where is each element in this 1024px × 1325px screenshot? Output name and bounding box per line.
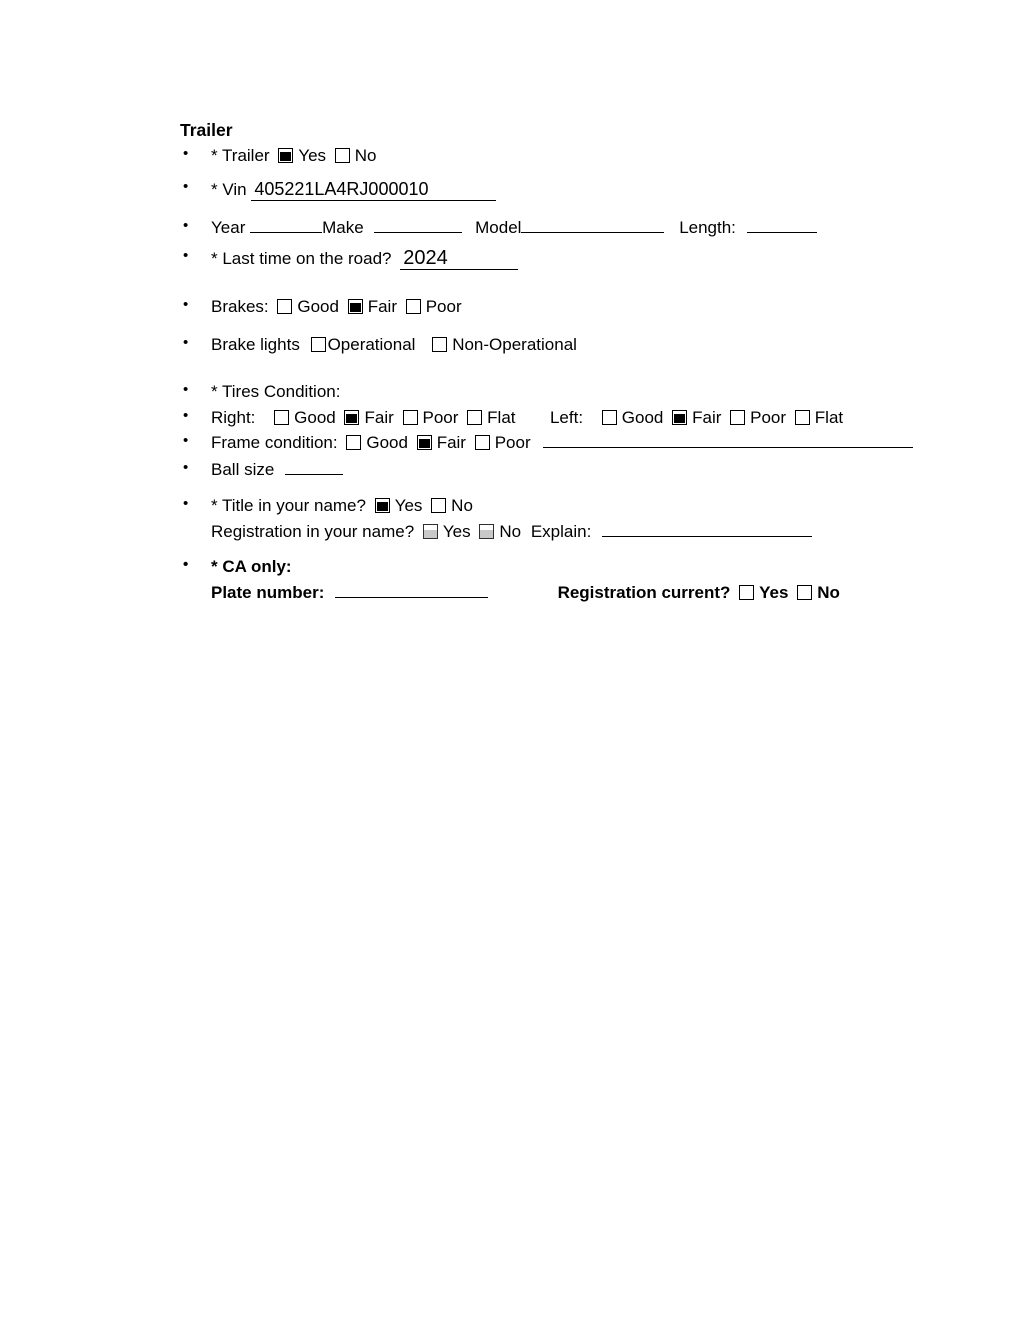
last-road-value: 2024	[403, 247, 448, 269]
tires-right-left-row	[183, 407, 844, 428]
plate-number-field[interactable]	[335, 583, 488, 598]
tires-right-poor-checkbox[interactable]	[403, 410, 418, 425]
ball-size-label: Ball size	[211, 460, 275, 479]
title-no-label: No	[451, 496, 473, 515]
tires-left-flat-checkbox[interactable]	[795, 410, 810, 425]
tires-left-fair-label: Fair	[692, 408, 722, 427]
make-field[interactable]	[374, 218, 462, 233]
brake-lights-nonoperational-checkbox[interactable]	[432, 337, 447, 352]
year-make-model-row	[183, 217, 817, 238]
registration-current-yes-label: Yes	[759, 583, 789, 602]
tires-left-fair-checkbox[interactable]	[672, 410, 687, 425]
trailer-no-checkbox[interactable]	[335, 148, 350, 163]
tires-right-fair-checkbox[interactable]	[344, 410, 359, 425]
length-field[interactable]	[747, 218, 817, 233]
brakes-label: Brakes:	[211, 297, 269, 316]
frame-poor-label: Poor	[494, 433, 531, 452]
bullet-marker: •	[183, 178, 189, 195]
bullet-marker: •	[183, 407, 189, 424]
registration-yes-label: Yes	[442, 522, 471, 541]
trailer-yes-checkbox[interactable]	[278, 148, 293, 163]
registration-current-no-checkbox[interactable]	[797, 585, 812, 600]
frame-good-label: Good	[366, 433, 408, 452]
title-yes-checkbox[interactable]	[375, 498, 390, 513]
tires-right-flat-label: Flat	[487, 408, 516, 427]
registration-explain-field[interactable]	[602, 522, 812, 537]
registration-current-label: Registration current?	[557, 583, 731, 602]
model-field[interactable]	[521, 218, 664, 233]
length-label: Length:	[679, 218, 736, 237]
last-road-row	[183, 247, 518, 270]
registration-current-yes-checkbox[interactable]	[739, 585, 754, 600]
registration-explain-label: Explain:	[530, 522, 592, 541]
last-road-field[interactable]	[400, 248, 518, 270]
vin-row	[183, 178, 496, 201]
ball-size-row	[183, 459, 343, 480]
tires-left-poor-label: Poor	[750, 408, 787, 427]
trailer-question-label: * Trailer	[211, 146, 270, 165]
vin-value: 405221LA4RJ000010	[254, 179, 429, 199]
tires-condition-label: * Tires Condition:	[211, 382, 341, 401]
bullet-marker: •	[183, 334, 189, 351]
tires-left-flat-label: Flat	[814, 408, 844, 427]
frame-poor-checkbox[interactable]	[475, 435, 490, 450]
brake-lights-operational-label: Operational	[327, 335, 416, 354]
bullet-marker: •	[183, 381, 189, 398]
frame-condition-label: Frame condition:	[211, 433, 338, 452]
brakes-row	[183, 296, 462, 317]
bullet-marker: •	[183, 247, 189, 264]
plate-registration-row	[211, 583, 840, 603]
vin-label: * Vin	[211, 180, 247, 199]
bullet-marker: •	[183, 432, 189, 449]
last-road-label: * Last time on the road?	[211, 249, 392, 268]
frame-fair-checkbox[interactable]	[417, 435, 432, 450]
tires-condition-row	[183, 381, 341, 402]
tires-right-good-label: Good	[294, 408, 336, 427]
bullet-marker: •	[183, 296, 189, 313]
brakes-poor-checkbox[interactable]	[406, 299, 421, 314]
plate-number-label: Plate number:	[211, 583, 325, 602]
tires-left-good-label: Good	[621, 408, 664, 427]
model-label: Model	[475, 218, 522, 237]
ball-size-field[interactable]	[285, 460, 343, 475]
brake-lights-row	[183, 334, 577, 355]
brakes-fair-label: Fair	[367, 297, 397, 316]
title-yes-label: Yes	[394, 496, 423, 515]
registration-current-no-label: No	[817, 583, 840, 602]
make-label: Make	[322, 218, 364, 237]
page-title: Trailer	[180, 120, 233, 140]
tires-right-label: Right:	[211, 408, 256, 427]
registration-yes-checkbox[interactable]	[423, 524, 438, 539]
registration-no-label: No	[499, 522, 522, 541]
ca-only-row	[183, 556, 292, 577]
brake-lights-nonoperational-label: Non-Operational	[452, 335, 577, 354]
vin-field[interactable]	[251, 179, 496, 201]
bullet-marker: •	[183, 217, 189, 234]
year-field[interactable]	[250, 218, 322, 233]
tires-right-flat-checkbox[interactable]	[467, 410, 482, 425]
frame-condition-row	[183, 432, 913, 453]
frame-fair-label: Fair	[436, 433, 466, 452]
brakes-poor-label: Poor	[425, 297, 462, 316]
brakes-fair-checkbox[interactable]	[348, 299, 363, 314]
tires-right-poor-label: Poor	[422, 408, 459, 427]
trailer-no-label: No	[354, 146, 377, 165]
tires-left-label: Left:	[549, 408, 584, 427]
bullet-marker: •	[183, 145, 189, 162]
title-no-checkbox[interactable]	[431, 498, 446, 513]
year-label: Year	[211, 218, 246, 237]
brakes-good-checkbox[interactable]	[277, 299, 292, 314]
registration-question-label: Registration in your name?	[211, 522, 415, 541]
tires-right-fair-label: Fair	[364, 408, 394, 427]
registration-question-row	[211, 522, 812, 542]
bullet-marker: •	[183, 495, 189, 512]
brake-lights-label: Brake lights	[211, 335, 300, 354]
brakes-good-label: Good	[297, 297, 339, 316]
trailer-yes-label: Yes	[298, 146, 327, 165]
brake-lights-operational-checkbox[interactable]	[311, 337, 326, 352]
title-question-row	[183, 495, 473, 516]
trailer-question-row	[183, 145, 377, 166]
ca-only-label: * CA only:	[211, 557, 292, 576]
tires-right-good-checkbox[interactable]	[274, 410, 289, 425]
frame-notes-field[interactable]	[543, 433, 913, 448]
tires-left-poor-checkbox[interactable]	[730, 410, 745, 425]
title-question-label: * Title in your name?	[211, 496, 366, 515]
tires-left-good-checkbox[interactable]	[602, 410, 617, 425]
bullet-marker: •	[183, 556, 189, 573]
bullet-marker: •	[183, 459, 189, 476]
frame-good-checkbox[interactable]	[346, 435, 361, 450]
registration-no-checkbox[interactable]	[479, 524, 494, 539]
